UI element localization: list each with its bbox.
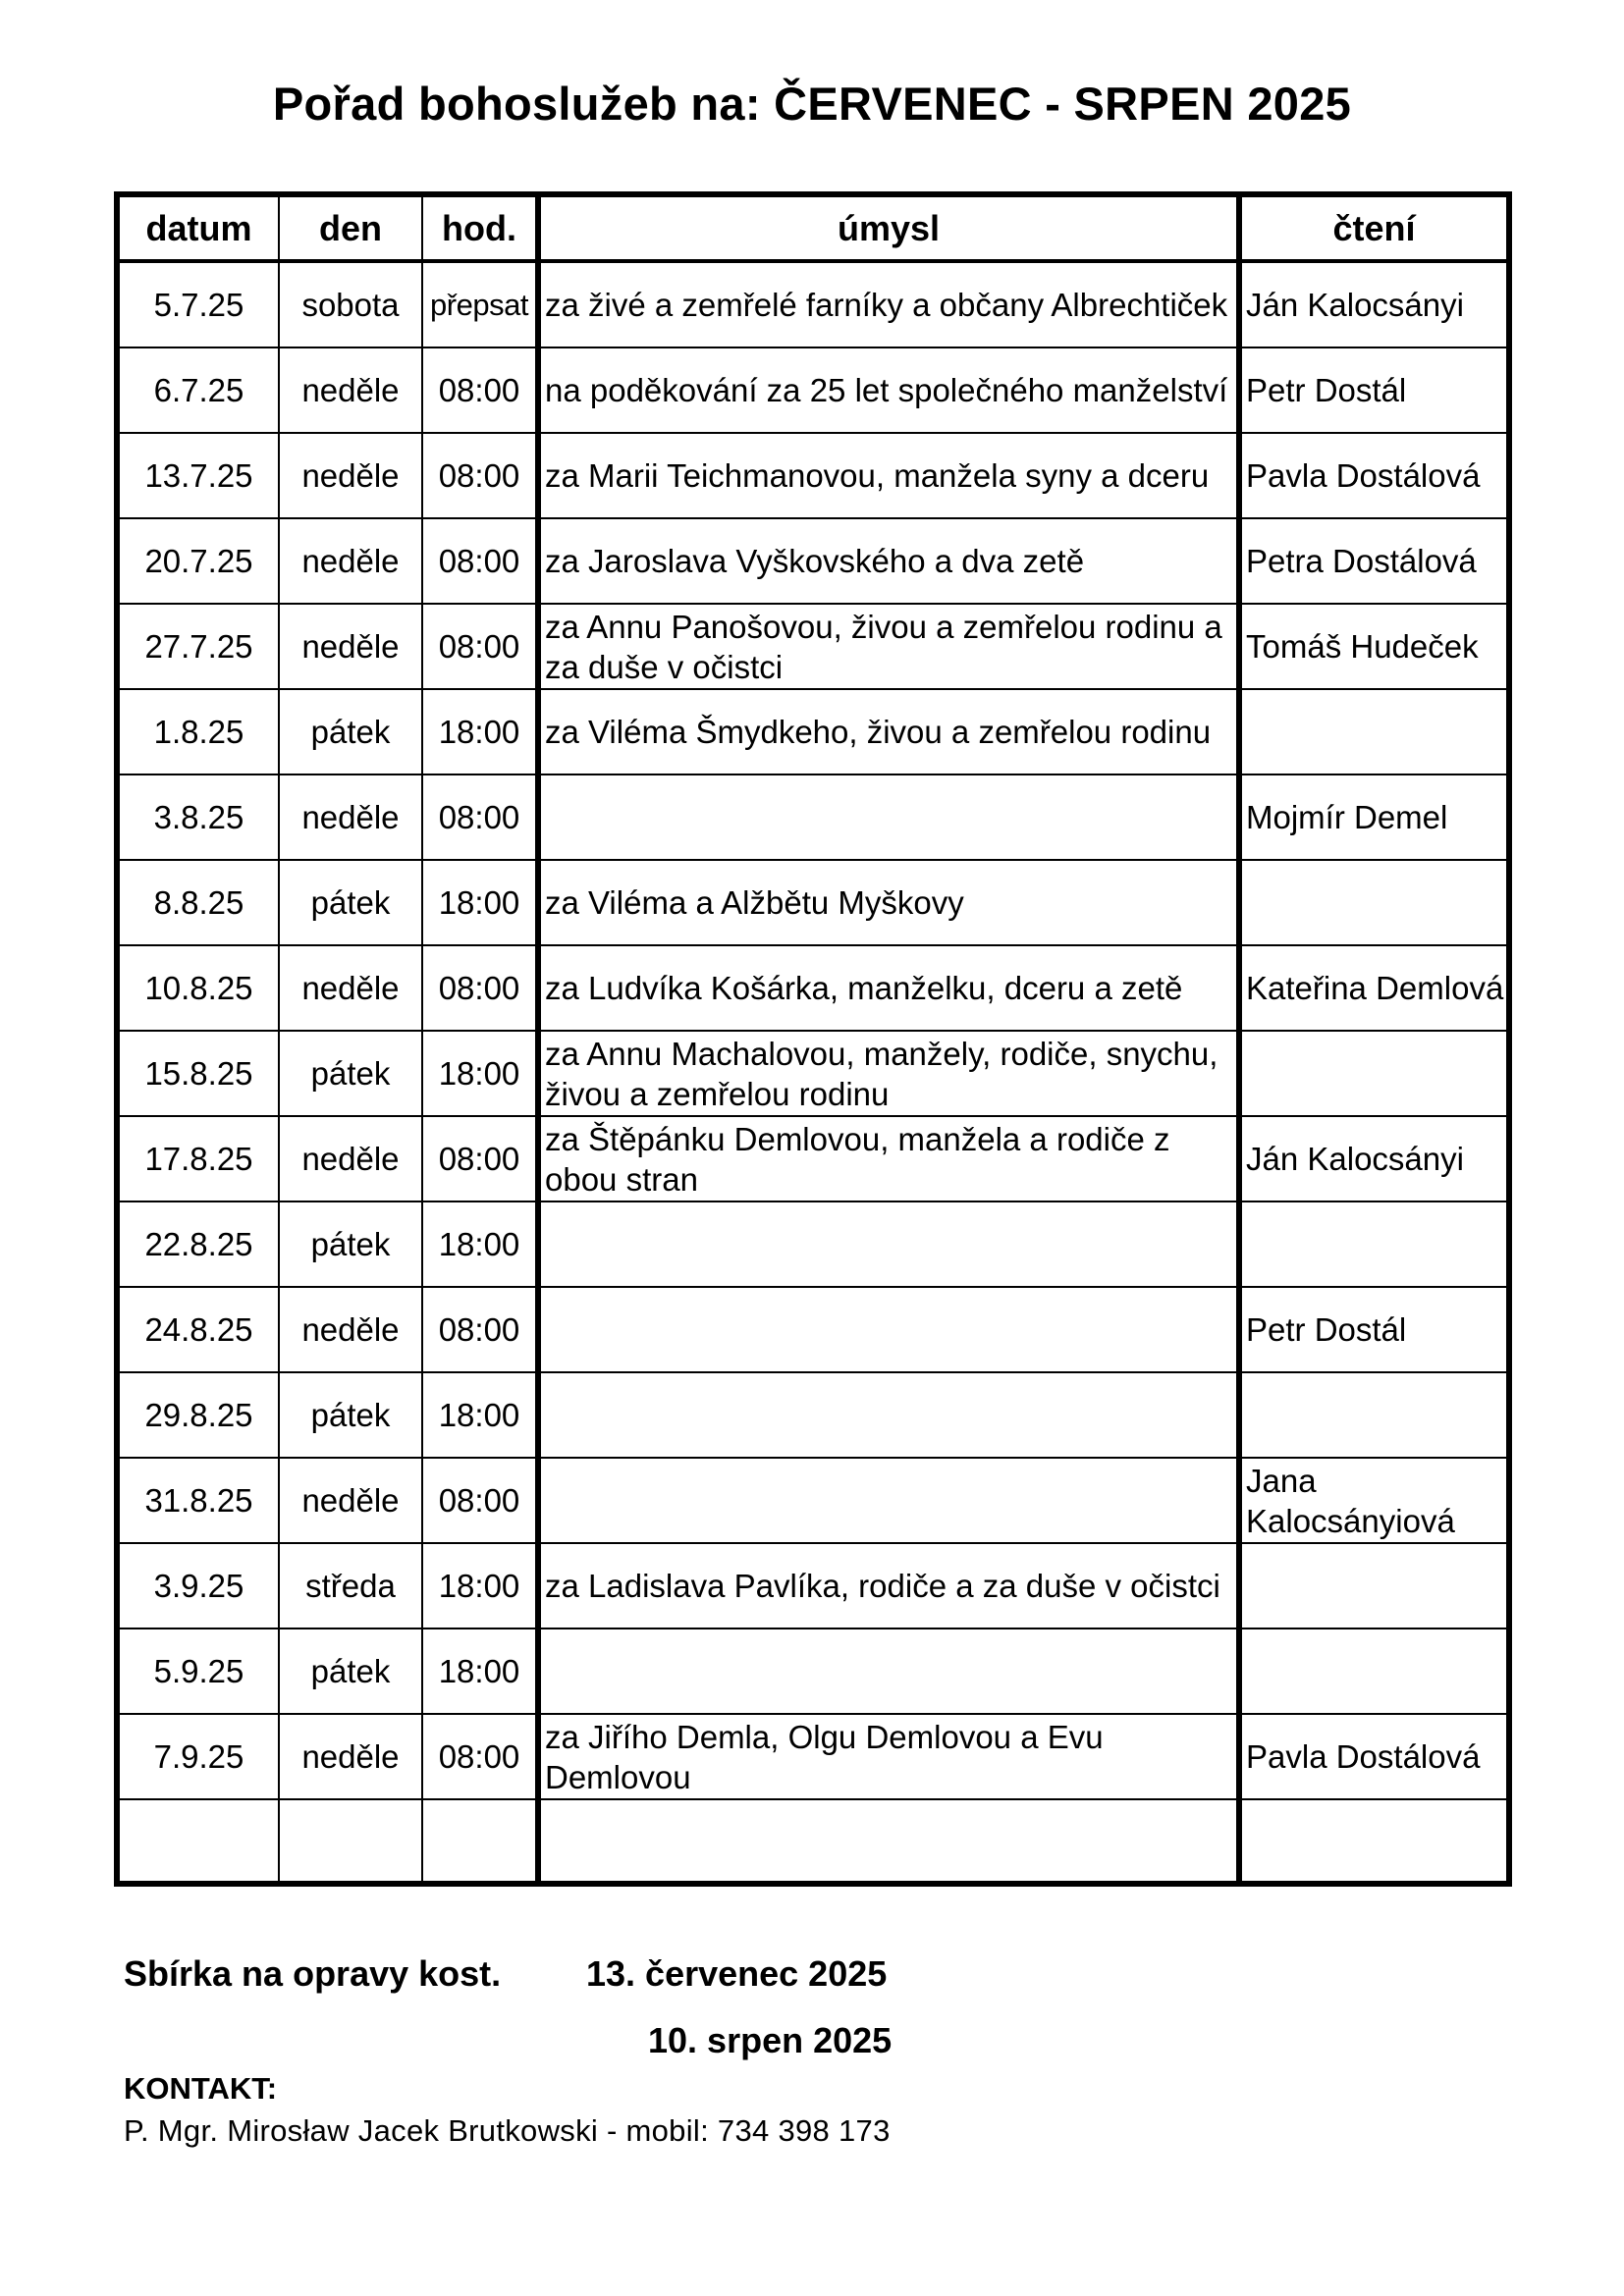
cell-cteni: Mojmír Demel <box>1242 775 1506 861</box>
table-row <box>120 1629 1506 1715</box>
page-title: Pořad bohoslužeb na: ČERVENEC - SRPEN 2025 <box>272 78 1352 130</box>
cell-den: pátek <box>280 1629 423 1715</box>
table-row <box>120 775 1506 861</box>
cell-umysl: za Ludvíka Košárka, manželku, dceru a zetě <box>541 946 1242 1032</box>
table-header-row <box>120 197 1506 263</box>
cell-umysl: za Viléma Šmydkeho, živou a zemřelou rodinu <box>541 690 1242 775</box>
cell-cteni <box>1242 861 1506 946</box>
cell-datum: 10.8.25 <box>120 946 280 1032</box>
cell-umysl <box>541 1459 1242 1544</box>
cell-den: pátek <box>280 1373 423 1459</box>
cell-datum: 15.8.25 <box>120 1032 280 1117</box>
cell-den: pátek <box>280 690 423 775</box>
cell-hod <box>423 1800 541 1886</box>
cell-hod: 18:00 <box>423 1629 541 1715</box>
cell-cteni: Petra Dostálová <box>1242 519 1506 605</box>
schedule-table-frame <box>114 191 1512 1887</box>
cell-cteni: Pavla Dostálová <box>1242 1715 1506 1800</box>
cell-umysl: za Viléma a Alžbětu Myškovy <box>541 861 1242 946</box>
cell-umysl <box>541 775 1242 861</box>
table-row <box>120 605 1506 690</box>
cell-den: neděle <box>280 946 423 1032</box>
cell-datum: 1.8.25 <box>120 690 280 775</box>
table-row <box>120 263 1506 348</box>
cell-datum: 20.7.25 <box>120 519 280 605</box>
cell-umysl <box>541 1202 1242 1288</box>
schedule-table <box>120 197 1506 1886</box>
cell-hod: 18:00 <box>423 1202 541 1288</box>
cell-hod: 08:00 <box>423 348 541 434</box>
cell-cteni <box>1242 1373 1506 1459</box>
contact-heading: KONTAKT: <box>124 2071 278 2106</box>
cell-umysl <box>541 1629 1242 1715</box>
table-row <box>120 690 1506 775</box>
cell-hod: 08:00 <box>423 519 541 605</box>
cell-datum: 5.7.25 <box>120 263 280 348</box>
cell-umysl <box>541 1288 1242 1373</box>
cell-datum: 29.8.25 <box>120 1373 280 1459</box>
cell-den: neděle <box>280 348 423 434</box>
cell-hod: 18:00 <box>423 1544 541 1629</box>
collection-label: Sbírka na opravy kost. <box>124 1953 502 1994</box>
cell-den: pátek <box>280 1032 423 1117</box>
cell-datum: 24.8.25 <box>120 1288 280 1373</box>
cell-cteni <box>1242 690 1506 775</box>
cell-umysl: za Ladislava Pavlíka, rodiče a za duše v očistci <box>541 1544 1242 1629</box>
cell-hod: přepsat <box>423 263 541 348</box>
cell-cteni <box>1242 1032 1506 1117</box>
cell-cteni: Jana Kalocsányiová <box>1242 1459 1506 1544</box>
cell-den: neděle <box>280 1715 423 1800</box>
cell-hod: 08:00 <box>423 1117 541 1202</box>
cell-cteni: Pavla Dostálová <box>1242 434 1506 519</box>
cell-umysl: na poděkování za 25 let společného manželství <box>541 348 1242 434</box>
cell-umysl <box>541 1800 1242 1886</box>
cell-hod: 18:00 <box>423 1032 541 1117</box>
cell-cteni: Ján Kalocsányi <box>1242 263 1506 348</box>
table-row <box>120 946 1506 1032</box>
cell-datum: 27.7.25 <box>120 605 280 690</box>
cell-den: neděle <box>280 775 423 861</box>
cell-umysl: za Annu Panošovou, živou a zemřelou rodinu a za duše v očistci <box>541 605 1242 690</box>
header-den: den <box>280 197 423 263</box>
cell-cteni <box>1242 1202 1506 1288</box>
header-umysl: úmysl <box>541 197 1242 263</box>
cell-cteni: Petr Dostál <box>1242 348 1506 434</box>
cell-den: pátek <box>280 861 423 946</box>
cell-cteni <box>1242 1800 1506 1886</box>
header-cteni: čtení <box>1242 197 1506 263</box>
cell-den: neděle <box>280 1288 423 1373</box>
cell-umysl: za Annu Machalovou, manžely, rodiče, snychu, živou a zemřelou rodinu <box>541 1032 1242 1117</box>
cell-hod: 08:00 <box>423 1288 541 1373</box>
cell-cteni <box>1242 1629 1506 1715</box>
cell-datum <box>120 1800 280 1886</box>
cell-umysl: za Marii Teichmanovou, manžela syny a dceru <box>541 434 1242 519</box>
cell-datum: 7.9.25 <box>120 1715 280 1800</box>
cell-hod: 18:00 <box>423 1373 541 1459</box>
cell-den: pátek <box>280 1202 423 1288</box>
cell-umysl: za živé a zemřelé farníky a občany Albrechtiček <box>541 263 1242 348</box>
cell-datum: 8.8.25 <box>120 861 280 946</box>
cell-den <box>280 1800 423 1886</box>
cell-hod: 08:00 <box>423 1715 541 1800</box>
cell-umysl: za Jiřího Demla, Olgu Demlovou a Evu Demlovou <box>541 1715 1242 1800</box>
table-row <box>120 1202 1506 1288</box>
cell-den: neděle <box>280 1459 423 1544</box>
cell-den: neděle <box>280 434 423 519</box>
cell-hod: 18:00 <box>423 690 541 775</box>
cell-cteni: Ján Kalocsányi <box>1242 1117 1506 1202</box>
table-row <box>120 1032 1506 1117</box>
cell-den: neděle <box>280 605 423 690</box>
cell-datum: 31.8.25 <box>120 1459 280 1544</box>
cell-umysl <box>541 1373 1242 1459</box>
contact-text: P. Mgr. Mirosław Jacek Brutkowski - mobil: 734 398 173 <box>124 2113 891 2148</box>
table-row <box>120 1715 1506 1800</box>
table-row <box>120 1544 1506 1629</box>
table-row <box>120 434 1506 519</box>
cell-den: neděle <box>280 519 423 605</box>
table-row <box>120 1459 1506 1544</box>
header-hod: hod. <box>423 197 541 263</box>
cell-cteni: Petr Dostál <box>1242 1288 1506 1373</box>
table-row <box>120 1288 1506 1373</box>
table-row <box>120 861 1506 946</box>
cell-den: neděle <box>280 1117 423 1202</box>
collection-date-1: 13. červenec 2025 <box>586 1953 888 1994</box>
cell-hod: 08:00 <box>423 775 541 861</box>
table-row <box>120 1373 1506 1459</box>
cell-hod: 18:00 <box>423 861 541 946</box>
table-row <box>120 519 1506 605</box>
cell-datum: 3.9.25 <box>120 1544 280 1629</box>
cell-datum: 17.8.25 <box>120 1117 280 1202</box>
table-row <box>120 1117 1506 1202</box>
cell-datum: 6.7.25 <box>120 348 280 434</box>
table-row <box>120 348 1506 434</box>
cell-cteni: Kateřina Demlová <box>1242 946 1506 1032</box>
cell-cteni <box>1242 1544 1506 1629</box>
cell-datum: 5.9.25 <box>120 1629 280 1715</box>
cell-umysl: za Štěpánku Demlovou, manžela a rodiče z obou stran <box>541 1117 1242 1202</box>
cell-hod: 08:00 <box>423 1459 541 1544</box>
cell-datum: 13.7.25 <box>120 434 280 519</box>
cell-umysl: za Jaroslava Vyškovského a dva zetě <box>541 519 1242 605</box>
table-row <box>120 1800 1506 1886</box>
header-datum: datum <box>120 197 280 263</box>
collection-date-2: 10. srpen 2025 <box>648 2020 893 2060</box>
cell-datum: 3.8.25 <box>120 775 280 861</box>
cell-den: sobota <box>280 263 423 348</box>
cell-den: středa <box>280 1544 423 1629</box>
cell-hod: 08:00 <box>423 434 541 519</box>
cell-cteni: Tomáš Hudeček <box>1242 605 1506 690</box>
cell-datum: 22.8.25 <box>120 1202 280 1288</box>
cell-hod: 08:00 <box>423 605 541 690</box>
cell-hod: 08:00 <box>423 946 541 1032</box>
